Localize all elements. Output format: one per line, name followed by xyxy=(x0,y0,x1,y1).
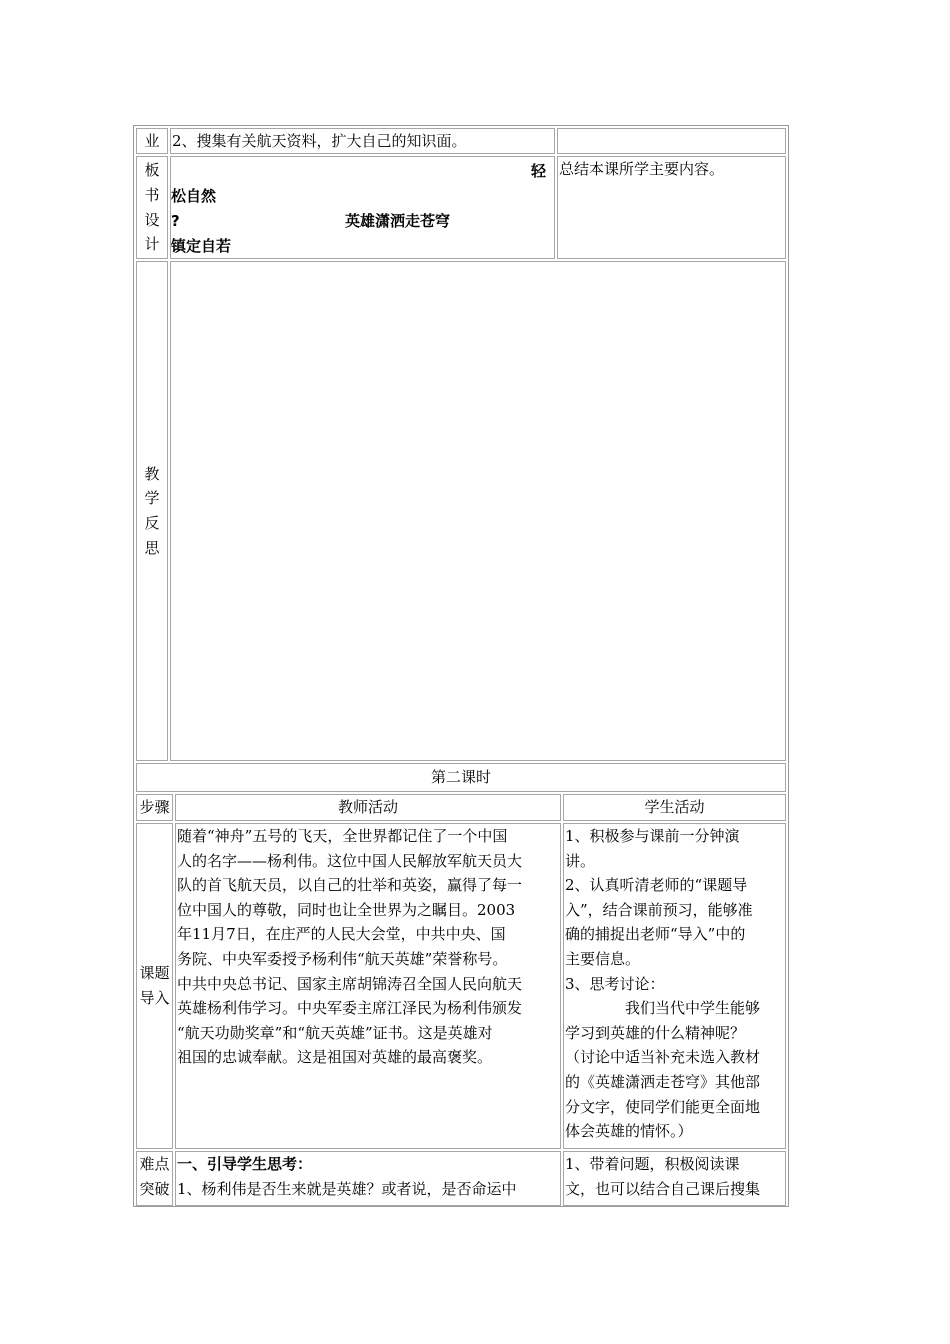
intro-student-line: （讨论中适当补充未选入教材 xyxy=(565,1048,761,1067)
intro-teacher-cell xyxy=(175,823,561,1149)
reflection-label-char: 思 xyxy=(144,538,160,557)
intro-teacher-line: 位中国人的尊敬，同时也让全世界为之瞩目。2003 xyxy=(177,900,516,919)
difficulty-student-line: 文，也可以结合自己课后搜集 xyxy=(565,1179,761,1198)
homework-text: 2、搜集有关航天资料，扩大自己的知识面。 xyxy=(172,132,467,150)
intro-teacher-line: 祖国的忠诚奉献。这是祖国对英雄的最高褒奖。 xyxy=(177,1048,493,1067)
intro-student-line: 3、思考讨论： xyxy=(565,974,665,993)
intro-teacher-line: 队的首飞航天员，以自己的壮举和英姿，赢得了每一 xyxy=(177,876,523,895)
intro-label-cell xyxy=(136,823,173,1149)
intro-teacher-line: “航天功勋奖章”和“航天英雄”证书。这是英雄对 xyxy=(177,1023,493,1042)
intro-student-line: 体会英雄的情怀。） xyxy=(565,1122,693,1141)
intro-label: 课题导入 xyxy=(139,964,170,1007)
reflection-label-char: 学 xyxy=(144,489,160,508)
intro-student-line: 的《英雄潇洒走苍穹》其他部 xyxy=(565,1072,761,1091)
board-design-right-cell xyxy=(557,156,786,259)
homework-right-cell xyxy=(557,128,786,154)
board-design-label-char: 设 xyxy=(144,210,160,229)
difficulty-teacher-line: 1、杨利伟是否生来就是英雄？或者说，是否命运中 xyxy=(177,1179,517,1198)
intro-student-line: 入”，结合课前预习，能够准 xyxy=(565,900,753,919)
board-design-label-cell xyxy=(136,156,168,259)
board-design-cell xyxy=(170,156,555,259)
difficulty-student-cell xyxy=(563,1151,786,1206)
homework-text-cell xyxy=(170,128,555,154)
board-design-label-char: 板 xyxy=(144,161,160,180)
board-design-summary: 总结本课所学主要内容。 xyxy=(559,160,725,178)
intro-teacher-line: 随着“神舟”五号的飞天，全世界都记住了一个中国 xyxy=(177,827,508,845)
intro-student-line: 2、认真听清老师的“课题导 xyxy=(565,876,748,895)
difficulty-label-line: 突破 xyxy=(139,1179,170,1198)
homework-label-cell xyxy=(136,128,168,154)
intro-teacher-line: 英雄杨利伟学习。中央军委主席江泽民为杨利伟颁发 xyxy=(177,999,523,1018)
intro-teacher-line: 人的名字——杨利伟。这位中国人民解放军航天员大 xyxy=(177,851,523,870)
intro-teacher-line: 年11月7日，在庄严的人民大会堂，中共中央、国 xyxy=(177,925,506,944)
board-line-1: 轻 xyxy=(530,162,546,180)
difficulty-label-line: 难点 xyxy=(139,1155,170,1173)
reflection-label-char: 教 xyxy=(144,464,160,483)
board-design-label-char: 书 xyxy=(144,185,160,204)
intro-student-line: 讲。 xyxy=(565,851,596,870)
board-line-2: 松自然 xyxy=(171,187,217,205)
reflection-content-cell xyxy=(170,261,786,761)
intro-student-line: 学习到英雄的什么精神呢？ xyxy=(565,1023,746,1042)
board-title: 英雄潇洒走苍穹 xyxy=(345,212,451,230)
intro-student-line: 我们当代中学生能够 xyxy=(625,999,761,1018)
step-header-cell xyxy=(136,794,173,821)
teacher-header: 教师活动 xyxy=(337,798,398,816)
board-design-label-char: 计 xyxy=(144,235,160,254)
student-header: 学生活动 xyxy=(644,798,705,816)
section-title: 第二课时 xyxy=(430,768,491,786)
intro-student-line: 主要信息。 xyxy=(565,949,641,968)
homework-label: 业 xyxy=(144,132,160,150)
intro-student-line: 确的捕捉出老师“导入”中的 xyxy=(565,925,746,944)
difficulty-teacher-heading: 一、引导学生思考： xyxy=(177,1155,313,1173)
difficulty-student-line: 1、带着问题，积极阅读课 xyxy=(565,1155,740,1173)
difficulty-teacher-cell xyxy=(175,1151,561,1206)
intro-student-line: 1、积极参与课前一分钟演 xyxy=(565,827,740,845)
section-title-cell xyxy=(136,763,786,792)
board-line-3-mark: ? xyxy=(171,212,180,230)
teacher-header-cell xyxy=(175,794,561,821)
intro-teacher-line: 中共中央总书记、国家主席胡锦涛召全国人民向航天 xyxy=(177,974,523,993)
intro-student-line: 分文字，使同学们能更全面地 xyxy=(565,1097,761,1116)
intro-teacher-line: 务院、中央军委授予杨利伟“航天英雄”荣誉称号。 xyxy=(177,949,508,968)
board-line-4: 镇定自若 xyxy=(171,237,232,255)
difficulty-label-cell xyxy=(136,1151,173,1206)
student-header-cell xyxy=(563,794,786,821)
intro-student-cell xyxy=(563,823,786,1149)
step-header: 步骤 xyxy=(139,798,170,816)
reflection-label-cell xyxy=(136,261,168,761)
reflection-label-char: 反 xyxy=(144,514,160,532)
